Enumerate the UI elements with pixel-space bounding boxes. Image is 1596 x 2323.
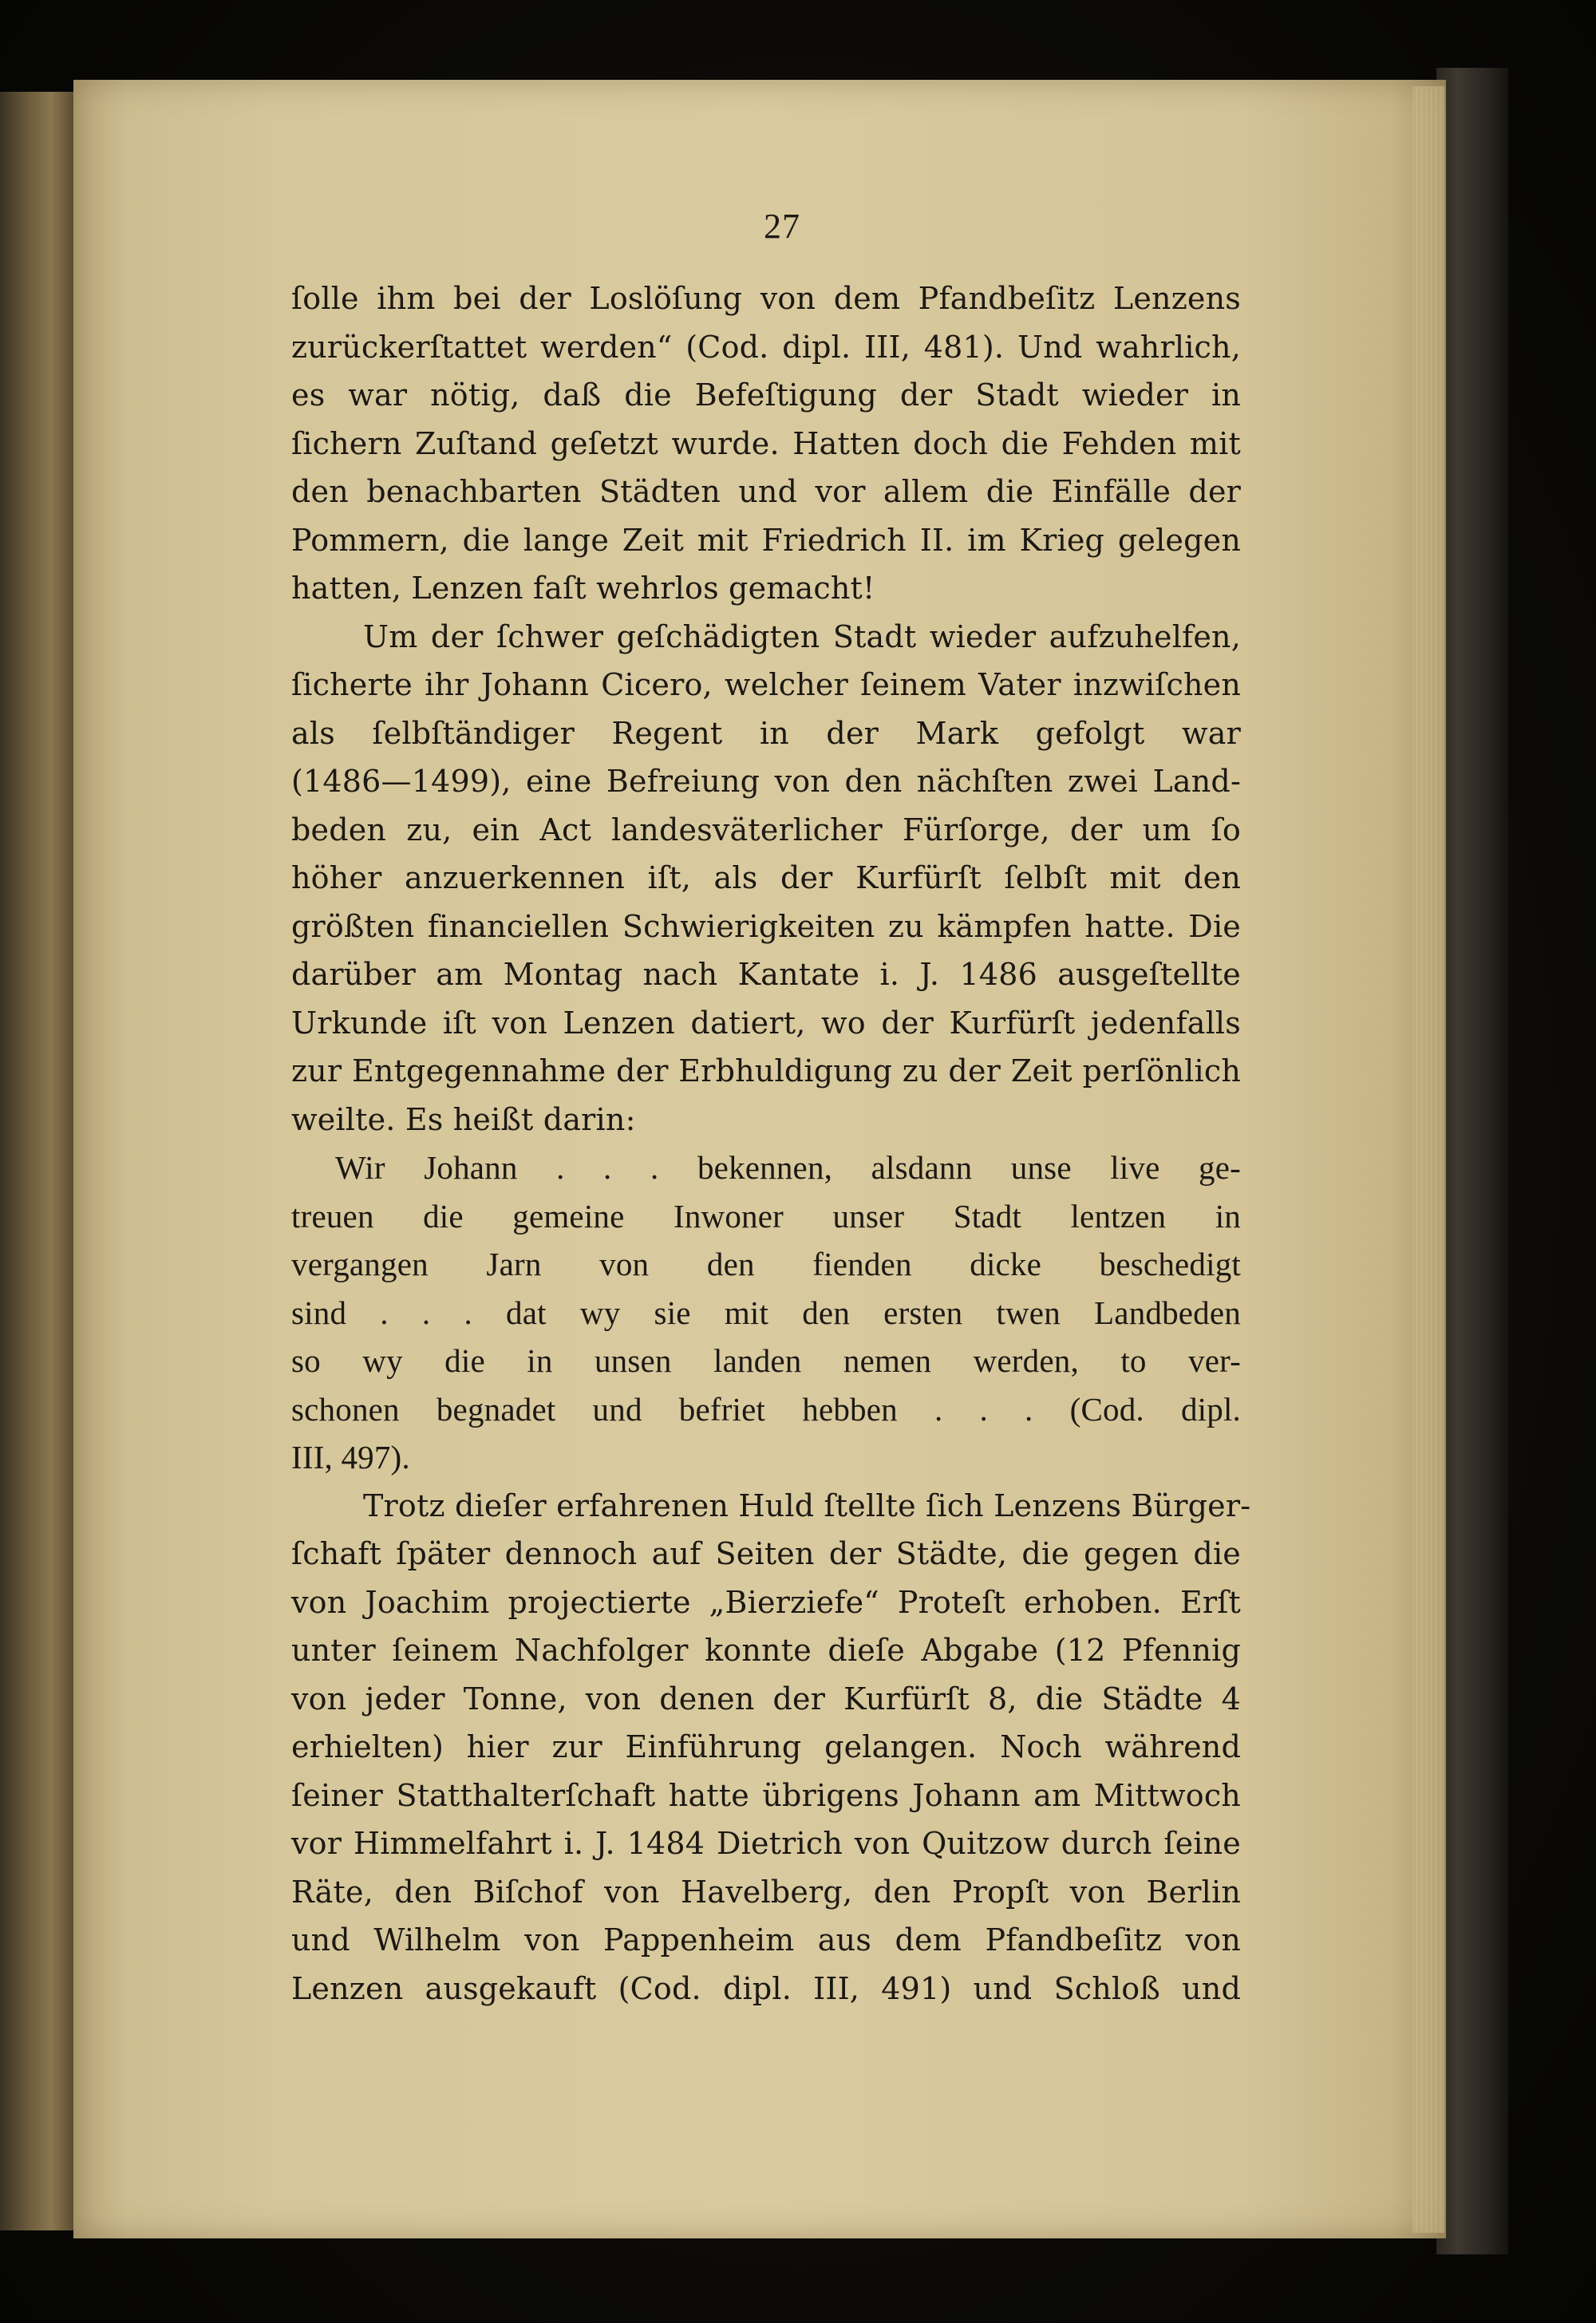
page-body xyxy=(291,275,1251,2013)
text-line: es war nötig, daß die Befeſtigung der Stadt wieder in xyxy=(291,377,1241,413)
text-line: (1486—1499), eine Befreiung von den nächſten zwei Land- xyxy=(291,764,1241,799)
text-line: zurückerſtattet werden“ (Cod. dipl. III, 481). Und wahrlich, xyxy=(291,329,1241,365)
text-line: und Wilhelm von Pappenheim aus dem Pfandbeſitz von xyxy=(291,1922,1241,1958)
text-line: Um der ſchwer geſchädigten Stadt wieder aufzuhelfen, xyxy=(363,618,1241,654)
text-line: ſeiner Statthalterſchaft hatte übrigens Johann am Mittwoch xyxy=(291,1777,1241,1813)
quote-line: vergangen Jarn von den fienden dicke beschedigt xyxy=(291,1246,1241,1282)
text-line: Lenzen ausgekauft (Cod. dipl. III, 491) und Schloß und xyxy=(291,1970,1241,2006)
text-line: den benachbarten Städten und vor allem die Einfälle der xyxy=(291,474,1241,509)
quote-line: Wir Johann . . . bekennen, alsdann unse live ge- xyxy=(335,1149,1241,1186)
text-line: ſichern Zuſtand geſetzt wurde. Hatten doch die Fehden mit xyxy=(291,425,1241,461)
text-line: Pommern, die lange Zeit mit Friedrich II. im Krieg gelegen xyxy=(291,522,1241,558)
text-line: ſchaft ſpäter dennoch auf Seiten der Städte, die gegen die xyxy=(291,1536,1241,1571)
quote-line: so wy die in unsen landen nemen werden, to ver- xyxy=(291,1342,1241,1379)
text-line: weilte. Es heißt darin: xyxy=(291,1101,636,1137)
paragraph-3 xyxy=(291,1482,1251,2013)
text-line: unter ſeinem Nachfolger konnte dieſe Abgabe (12 Pfennig xyxy=(291,1633,1241,1668)
text-line: vor Himmelfahrt i. J. 1484 Dietrich von Quitzow durch ſeine xyxy=(291,1826,1241,1861)
page-number: 27 xyxy=(764,207,800,246)
text-line: darüber am Montag nach Kantate i. J. 1486 ausgeſtellte xyxy=(291,957,1241,992)
text-line: erhielten) hier zur Einführung gelangen. Noch während xyxy=(291,1729,1241,1764)
text-line: größten financiellen Schwierigkeiten zu kämpfen hatte. Die xyxy=(291,908,1241,944)
quote-line: treuen die gemeine Inwoner unser Stadt lentzen in xyxy=(291,1197,1241,1235)
text-line: hatten, Lenzen faſt wehrlos gemacht! xyxy=(291,571,875,606)
quote-line: III, 497). xyxy=(291,1439,410,1476)
paragraph-1 xyxy=(291,275,1241,613)
text-line: höher anzuerkennen iſt, als der Kurfürſt ſelbſt mit den xyxy=(291,860,1241,895)
quote-line: schonen begnadet und befriet hebben . . . (Cod. dipl. xyxy=(291,1390,1241,1428)
text-line: ſolle ihm bei der Loslöſung von dem Pfandbeſitz Lenzens xyxy=(291,281,1241,316)
paragraph-2 xyxy=(291,613,1241,1144)
text-line: von Joachim projectierte „Bierziefe“ Proteſt erhoben. Erſt xyxy=(291,1584,1241,1620)
text-line: Trotz dieſer erfahrenen Huld ſtellte ſich Lenzens Bürger- xyxy=(363,1487,1251,1523)
quoted-document xyxy=(291,1144,1241,1482)
text-line: als ſelbſtändiger Regent in der Mark gefolgt war xyxy=(291,715,1241,751)
quote-line: sind . . . dat wy sie mit den ersten twen Landbeden xyxy=(291,1294,1241,1331)
page-stack-edges xyxy=(1412,86,1444,2233)
text-line: Räte, den Biſchof von Havelberg, den Propſt von Berlin xyxy=(291,1874,1241,1910)
adjacent-page-edge xyxy=(0,92,76,2230)
book-cover-edge xyxy=(1436,68,1508,2254)
text-line: von jeder Tonne, von denen der Kurfürſt 8, die Städte 4 xyxy=(291,1681,1241,1717)
text-line: beden zu, ein Act landesväterlicher Fürſorge, der um ſo xyxy=(291,812,1241,847)
text-line: Urkunde iſt von Lenzen datiert, wo der Kurfürſt jedenfalls xyxy=(291,1005,1241,1041)
text-line: zur Entgegennahme der Erbhuldigung zu der Zeit perſönlich xyxy=(291,1053,1241,1088)
text-line: ſicherte ihr Johann Cicero, welcher ſeinem Vater inzwiſchen xyxy=(291,667,1241,702)
